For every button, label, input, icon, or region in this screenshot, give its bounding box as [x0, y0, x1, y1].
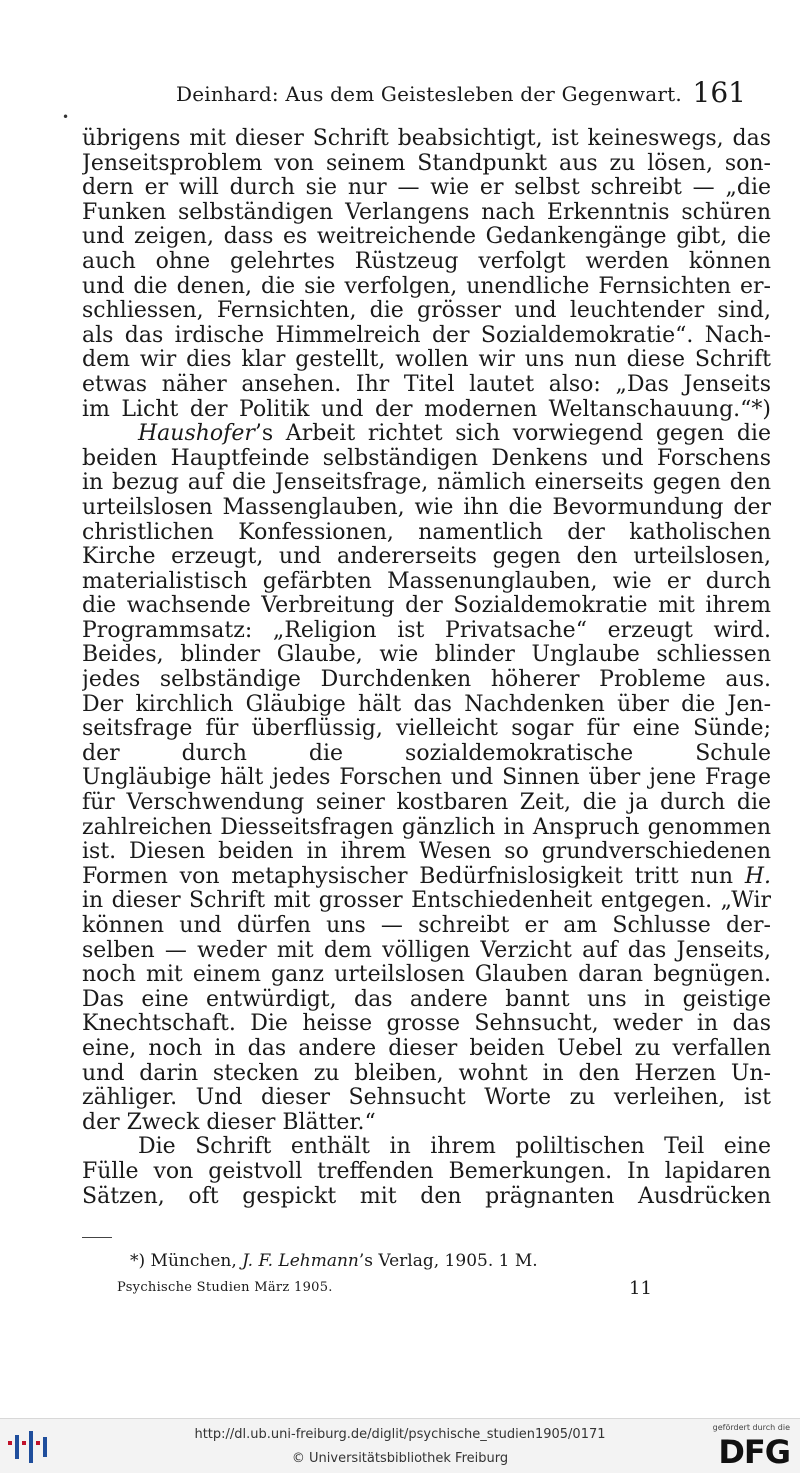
journal-signature: Psychische Studien März 1905. — [117, 1280, 333, 1295]
footnote-text: München, — [150, 1251, 243, 1271]
text-line: Der kirchlich Gläubige hält das Nachdenken über die Jen- — [82, 692, 771, 717]
text-line: ist. Diesen beiden in ihrem Wesen so grundverschiedenen — [82, 840, 771, 865]
text-line: urteilslosen Massenglauben, wie ihn die Bevormundung der — [82, 495, 771, 520]
text-line: seitsfrage für überflüssig, vielleicht sogar für eine Sünde; — [82, 717, 771, 742]
text-line: zahlreichen Diesseitsfragen gänzlich in Anspruch genommen — [82, 815, 771, 840]
text-line: Die Schrift enthält in ihrem poliltischen Teil eine — [138, 1135, 771, 1160]
paragraph-start-line — [82, 422, 771, 447]
text-line: christlichen Konfessionen, namentlich der katholischen — [82, 520, 771, 545]
text-line: im Licht der Politik und der modernen Weltanschauung.“*) — [82, 397, 771, 422]
text-line: ’s Arbeit richtet sich vorwiegend gegen die — [254, 422, 771, 447]
publisher-initials: J. F. — [242, 1251, 273, 1271]
text-line: selben — weder mit dem völligen Verzicht auf das Jenseits, — [82, 938, 771, 963]
text-line: die wachsende Verbreitung der Sozialdemokratie mit ihrem — [82, 594, 771, 619]
text-line: Kirche erzeugt, und andererseits gegen den urteilslosen, — [82, 545, 771, 570]
text-line: beiden Hauptfeinde selbständigen Denkens und Forschens — [82, 446, 771, 471]
text-line: der Zweck dieser Blätter.“ — [82, 1110, 376, 1135]
text-line: Sätzen, oft gespickt mit den prägnanten Ausdrücken — [82, 1184, 771, 1209]
text-line: dern er will durch sie nur — wie er selbst schreibt — „die — [82, 176, 771, 201]
text-line: Programmsatz: „Religion ist Privatsache“ erzeugt wird. — [82, 618, 771, 643]
publisher-name: Lehmann — [278, 1251, 359, 1271]
text-line: Jenseitsproblem von seinem Standpunkt aus zu lösen, son- — [82, 151, 771, 176]
footnote-text-end: ’s Verlag, 1905. 1 M. — [358, 1251, 538, 1271]
footnote-rule — [82, 1237, 112, 1238]
text-line: Funken selbständigen Verlangens nach Erkenntnis schüren — [82, 200, 771, 225]
text-line: noch mit einem ganz urteilslosen Glauben daran begnügen. — [82, 963, 771, 988]
footnote — [130, 1251, 538, 1271]
text-line: jedes selbständige Durchdenken höherer Probleme aus. — [82, 668, 771, 693]
ink-speck: • — [62, 110, 70, 124]
running-title: Deinhard: Aus dem Geistesleben der Gegenwart. — [176, 82, 682, 106]
author-name: Haushofer — [138, 422, 255, 447]
text-line: Ungläubige hält jedes Forschen und Sinnen über jene Frage — [82, 766, 771, 791]
text-line: übrigens mit dieser Schrift beabsichtigt, ist keineswegs, das — [82, 127, 771, 151]
text-line: und die denen, die sie verfolgen, unendliche Fernsichten er- — [82, 274, 771, 299]
permalink-url[interactable]: http://dl.ub.uni-freiburg.de/diglit/psychische_studien1905/0171 — [194, 1427, 606, 1442]
text-line: können und dürfen uns — schreibt er am Schlusse der- — [82, 914, 771, 938]
text-line: Knechtschaft. Die heisse grosse Sehnsucht, weder in das — [82, 1012, 771, 1037]
text-line: in dieser Schrift mit grosser Entschiedenheit entgegen. „Wir — [82, 889, 771, 914]
copyright-notice: © Universitätsbibliothek Freiburg — [291, 1451, 509, 1466]
funder-note: gefördert durch die — [712, 1423, 790, 1432]
text-line: eine, noch in das andere dieser beiden Uebel zu verfallen — [82, 1036, 771, 1061]
author-initial: H. — [744, 864, 771, 889]
text-line: und zeigen, dass es weitreichende Gedankengänge gibt, die — [82, 225, 771, 250]
text-line: auch ohne gelehrtes Rüstzeug verfolgt werden können — [82, 249, 771, 274]
text-line: Formen von metaphysischer Bedürfnislosigkeit tritt nun — [82, 864, 733, 889]
text-line-with-initial — [82, 865, 771, 890]
sheet-number: 11 — [629, 1278, 652, 1299]
text-line: materialistisch gefärbten Massenunglauben, wie er durch — [82, 569, 771, 594]
viewer-footer — [0, 1418, 800, 1473]
text-line: für Verschwendung seiner kostbaren Zeit, die ja durch die — [82, 791, 771, 816]
footnote-marker: *) — [130, 1251, 146, 1271]
page-number: 161 — [692, 76, 746, 109]
text-line: in bezug auf die Jenseitsfrage, nämlich einerseits gegen den — [82, 471, 771, 496]
text-line: der durch die sozialdemokratische Schule — [82, 741, 771, 766]
text-line: schliessen, Fernsichten, die grösser und leuchtender sind, — [82, 299, 771, 324]
text-line: zähliger. Und dieser Sehnsucht Worte zu verleihen, ist — [82, 1086, 771, 1111]
running-header — [176, 78, 746, 114]
text-line: etwas näher ansehen. Ihr Titel lautet also: „Das Jenseits — [82, 372, 771, 397]
text-line: und darin stecken zu bleiben, wohnt in den Herzen Un- — [82, 1061, 771, 1086]
text-line: Fülle von geistvoll treffenden Bemerkungen. In lapidaren — [82, 1159, 771, 1184]
main-text — [82, 127, 771, 1209]
text-line: als das irdische Himmelreich der Sozialdemokratie“. Nach- — [82, 323, 771, 348]
dfg-logo: DFG — [718, 1433, 790, 1471]
text-line: Beides, blinder Glaube, wie blinder Unglaube schliessen — [82, 643, 771, 668]
text-line: Das eine entwürdigt, das andere bannt uns in geistige — [82, 987, 771, 1012]
text-line: dem wir dies klar gestellt, wollen wir uns nun diese Schrift — [82, 348, 771, 373]
